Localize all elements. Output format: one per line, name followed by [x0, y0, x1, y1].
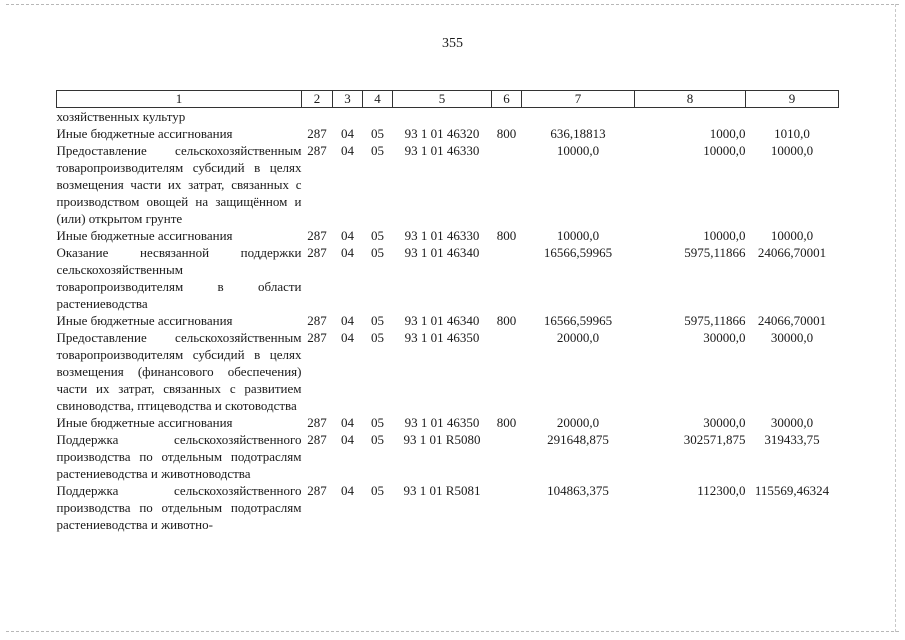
table-row [57, 227, 839, 244]
table-body [57, 108, 839, 534]
cell-amount-3: 30000,0 [770, 415, 814, 430]
cell-chapter: 287 [307, 245, 327, 260]
cell-expense-type: 800 [496, 313, 517, 328]
cell-target-article: 93 1 01 46340 [404, 245, 480, 260]
cell-amount-2: 112300,0 [697, 483, 746, 498]
cell-section: 04 [341, 228, 354, 243]
cell-target-article: 93 1 01 R5081 [403, 483, 481, 498]
table-row [57, 329, 839, 414]
page-edge-top [6, 4, 899, 5]
cell-target-article: 93 1 01 46350 [404, 330, 480, 345]
row-name: Иные бюджетные ассигнования [56, 126, 233, 141]
cell-expense-type [492, 329, 522, 414]
cell-subsection: 05 [371, 432, 384, 447]
cell-chapter: 287 [307, 330, 327, 345]
cell-expense-type: 800 [496, 415, 517, 430]
row-name: Поддержка сельскохозяйственного производства по отдельным подотраслям растениеводства и животноводства [56, 432, 302, 481]
cell-amount-3: 24066,70001 [757, 313, 827, 328]
row-name: Поддержка сельскохозяйственного производства по отдельным подотраслям растениеводства и животно- [56, 483, 302, 532]
cell-section: 04 [341, 143, 354, 158]
cell-amount-1: 10000,0 [556, 143, 600, 158]
row-name: хозяйственных культур [56, 109, 186, 124]
cell-section: 04 [341, 313, 354, 328]
col-header: 9 [746, 91, 839, 108]
row-name: Предоставление сельскохозяйственным товаропроизводителям субсидий в целях возмещения (финансового обеспечения) части их затрат, связанных с развитием свиноводства, птицеводства и скотоводства [56, 330, 302, 413]
cell-section: 04 [341, 483, 354, 498]
cell-target-article: 93 1 01 46330 [404, 143, 480, 158]
cell-amount-3: 10000,0 [770, 228, 814, 243]
cell-amount-3: 10000,0 [770, 143, 814, 158]
cell-amount-1: 20000,0 [556, 330, 600, 345]
cell-amount-1: 636,18813 [550, 126, 606, 141]
cell-expense-type [492, 431, 522, 482]
cell-amount-1: 16566,59965 [543, 313, 613, 328]
table-row [57, 142, 839, 227]
cell-amount-3: 115569,46324 [754, 483, 830, 498]
cell-target-article: 93 1 01 46320 [404, 126, 480, 141]
cell-amount-3: 1010,0 [774, 126, 810, 141]
col-header: 4 [363, 91, 393, 108]
table-row [57, 312, 839, 329]
col-header: 3 [333, 91, 363, 108]
cell-target-article: 93 1 01 46330 [404, 228, 480, 243]
cell-chapter: 287 [307, 415, 327, 430]
table-row [57, 125, 839, 142]
cell-subsection: 05 [371, 330, 384, 345]
row-name: Предоставление сельскохозяйственным товаропроизводителям субсидий в целях возмещения части их затрат, связанных с производством овощей на защищённом и (или) открытом грунте [56, 143, 302, 226]
cell-section: 04 [341, 245, 354, 260]
cell-subsection: 05 [371, 415, 384, 430]
cell-expense-type [492, 142, 522, 227]
col-header: 8 [635, 91, 746, 108]
cell-section: 04 [341, 415, 354, 430]
row-name: Иные бюджетные ассигнования [56, 228, 233, 243]
cell-target-article: 93 1 01 46340 [404, 313, 480, 328]
cell-amount-2: 30000,0 [703, 415, 746, 430]
cell-chapter: 287 [307, 483, 327, 498]
column-number-header [57, 91, 839, 108]
cell-chapter: 287 [307, 126, 327, 141]
cell-amount-2: 10000,0 [703, 143, 746, 158]
cell-section: 04 [341, 432, 354, 447]
cell-subsection: 05 [371, 245, 384, 260]
cell-expense-type: 800 [496, 228, 517, 243]
cell-amount-2: 1000,0 [709, 126, 746, 141]
budget-table [56, 90, 839, 533]
page-number: 355 [442, 36, 463, 51]
cell-target-article: 93 1 01 46350 [404, 415, 480, 430]
cell-amount-2: 5975,11866 [684, 245, 746, 260]
page-edge-right [895, 4, 896, 632]
cell-amount-2: 5975,11866 [684, 313, 746, 328]
cell-amount-3: 24066,70001 [757, 245, 827, 260]
cell-subsection: 05 [371, 228, 384, 243]
cell-amount-1: 104863,375 [547, 483, 609, 498]
cell-amount-1: 20000,0 [556, 415, 600, 430]
cell-amount-1: 291648,875 [547, 432, 609, 447]
col-header: 1 [57, 91, 302, 108]
cell-subsection: 05 [371, 126, 384, 141]
cell-expense-type [492, 244, 522, 312]
page-edge-bottom [6, 631, 899, 632]
cell-amount-3: 319433,75 [764, 432, 820, 447]
table-row [57, 431, 839, 482]
cell-subsection: 05 [371, 143, 384, 158]
cell-section: 04 [341, 330, 354, 345]
cell-chapter: 287 [307, 313, 327, 328]
continuation-row [57, 108, 839, 126]
cell-amount-3: 30000,0 [770, 330, 814, 345]
table-row [57, 414, 839, 431]
table-row [57, 244, 839, 312]
cell-amount-1: 10000,0 [556, 228, 600, 243]
col-header: 6 [492, 91, 522, 108]
col-header: 5 [393, 91, 492, 108]
cell-chapter: 287 [307, 143, 327, 158]
cell-target-article: 93 1 01 R5080 [403, 432, 481, 447]
col-header: 2 [302, 91, 333, 108]
cell-amount-2: 30000,0 [703, 330, 746, 345]
table-row [57, 482, 839, 533]
cell-subsection: 05 [371, 483, 384, 498]
row-name: Оказание несвязанной поддержки сельскохозяйственным товаропроизводителям в области растениеводства [56, 245, 302, 311]
cell-amount-2: 302571,875 [683, 432, 746, 447]
cell-subsection: 05 [371, 313, 384, 328]
cell-section: 04 [341, 126, 354, 141]
cell-chapter: 287 [307, 432, 327, 447]
row-name: Иные бюджетные ассигнования [56, 415, 233, 430]
cell-amount-1: 16566,59965 [543, 245, 613, 260]
cell-expense-type: 800 [496, 126, 517, 141]
col-header: 7 [522, 91, 635, 108]
row-name: Иные бюджетные ассигнования [56, 313, 233, 328]
cell-chapter: 287 [307, 228, 327, 243]
cell-expense-type [492, 482, 522, 533]
cell-amount-2: 10000,0 [703, 228, 746, 243]
